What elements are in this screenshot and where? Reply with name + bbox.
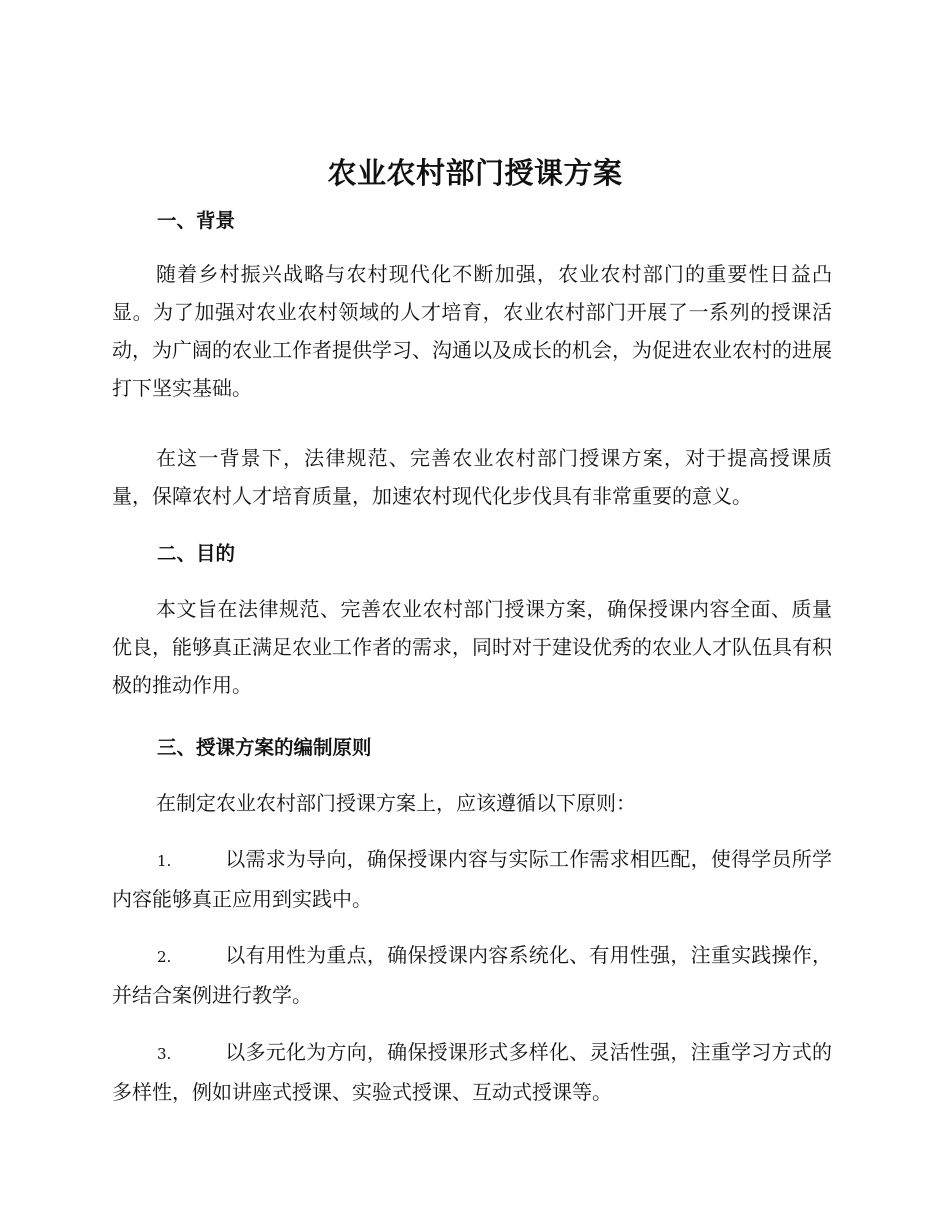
list-item — [112, 840, 832, 918]
paragraph-background-1: 随着乡村振兴战略与农村现代化不断加强，农业农村部门的重要性日益凸显。为了加强对农业农村领域的人才培育，农业农村部门开展了一系列的授课活动，为广阔的农业工作者提供学习、沟通以及成长的机会，为促进农业农村的进展打下坚实基础。 — [112, 262, 832, 400]
list-item — [112, 1033, 832, 1111]
list-item-number: 1. — [157, 852, 172, 870]
paragraph-principles-intro: 在制定农业农村部门授课方案上，应该遵循以下原则： — [156, 791, 636, 815]
section-heading-principles: 三、授课方案的编制原则 — [157, 736, 372, 759]
list-item-text: 以需求为导向，确保授课内容与实际工作需求相匹配，使得学员所学内容能够真正应用到实践中。 — [112, 847, 832, 911]
list-item-number: 2. — [157, 948, 172, 966]
list-item-number: 3. — [157, 1045, 172, 1063]
section-heading-purpose: 二、目的 — [157, 542, 236, 565]
section-heading-background: 一、背景 — [157, 209, 236, 232]
list-item-text: 以有用性为重点，确保授课内容系统化、有用性强，注重实践操作，并结合案例进行教学。 — [112, 943, 832, 1007]
paragraph-background-2: 在这一背景下，法律规范、完善农业农村部门授课方案，对于提高授课质量，保障农村人才培育质量，加速农村现代化步伐具有非常重要的意义。 — [112, 446, 832, 508]
paragraph-purpose: 本文旨在法律规范、完善农业农村部门授课方案，确保授课内容全面、质量优良，能够真正满足农业工作者的需求，同时对于建设优秀的农业人才队伍具有积极的推动作用。 — [112, 597, 832, 697]
list-item-text: 以多元化为方向，确保授课形式多样化、灵活性强，注重学习方式的多样性，例如讲座式授课、实验式授课、互动式授课等。 — [112, 1040, 832, 1104]
list-item — [112, 936, 832, 1014]
document-title: 农业农村部门授课方案 — [327, 156, 623, 190]
